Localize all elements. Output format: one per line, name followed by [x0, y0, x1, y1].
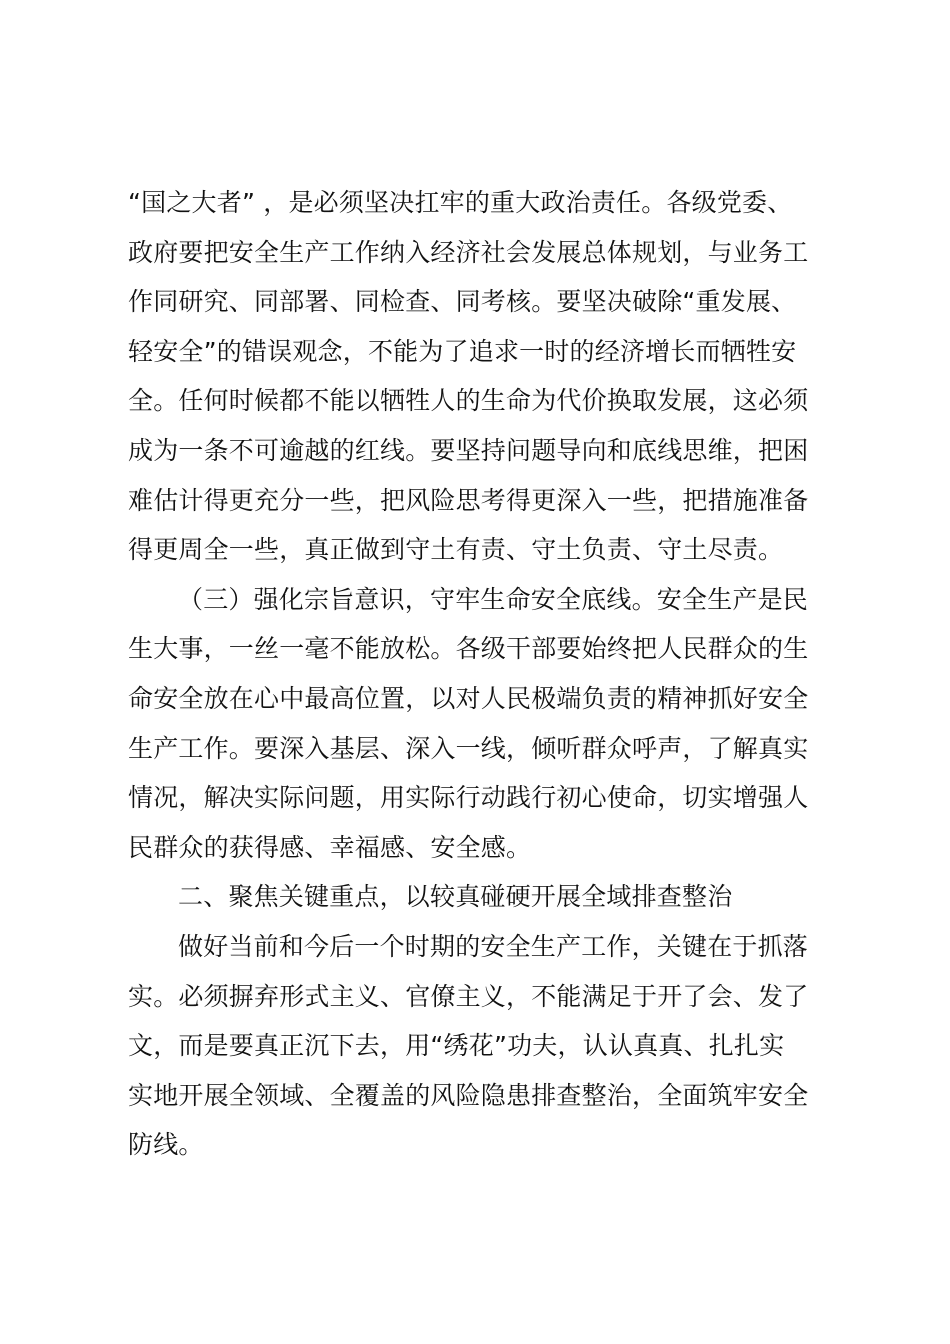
text-line: 得更周全一些，真正做到守土有责、守土负责、守土尽责。 [128, 535, 784, 565]
text-line: 做好当前和今后一个时期的安全生产工作，关键在于抓落 [178, 931, 809, 961]
text-line: 成为一条不可逾越的红线。要坚持问题导向和底线思维，把困 [128, 435, 809, 465]
text-line: 轻安全”的错误观念，不能为了追求一时的经济增长而牺牲安 [128, 336, 797, 366]
text-line: 实地开展全领域、全覆盖的风险隐患排查整治，全面筑牢安全 [128, 1080, 809, 1110]
text-line: 作同研究、同部署、同检查、同考核。要坚决破除“重发展、 [128, 287, 797, 317]
text-line: 二、聚焦关键重点，以较真碰硬开展全域排查整治 [178, 882, 733, 912]
text-line: “国之大者” ，是必须坚决扛牢的重大政治责任。各级党委、 [128, 188, 793, 217]
text-line: 情况，解决实际问题，用实际行动践行初心使命，切实增强人 [128, 783, 809, 813]
text-line: 命安全放在心中最高位置，以对人民极端负责的精神抓好安全 [128, 683, 809, 713]
text-line: 政府要把安全生产工作纳入经济社会发展总体规划，与业务工 [128, 237, 809, 267]
text-line: 民群众的获得感、幸福感、安全感。 [128, 832, 532, 862]
text-line: 实。必须摒弃形式主义、官僚主义，不能满足于开了会、发了 [128, 981, 809, 1011]
text-line: 生大事，一丝一毫不能放松。各级干部要始终把人民群众的生 [128, 634, 809, 664]
document-body [128, 178, 838, 1170]
text-line: 文，而是要真正沉下去，用“绣花”功夫，认认真真、扎扎实 [128, 1031, 785, 1061]
text-line: 生产工作。要深入基层、深入一线，倾听群众呼声，了解真实 [128, 733, 809, 763]
text-line: 难估计得更充分一些，把风险思考得更深入一些，把措施准备 [128, 485, 809, 515]
text-line: 防线。 [128, 1130, 204, 1160]
text-line: （三）强化宗旨意识，守牢生命安全底线。安全生产是民 [178, 584, 809, 614]
text-line: 全。任何时候都不能以牺牲人的生命为代价换取发展，这必须 [128, 386, 809, 416]
